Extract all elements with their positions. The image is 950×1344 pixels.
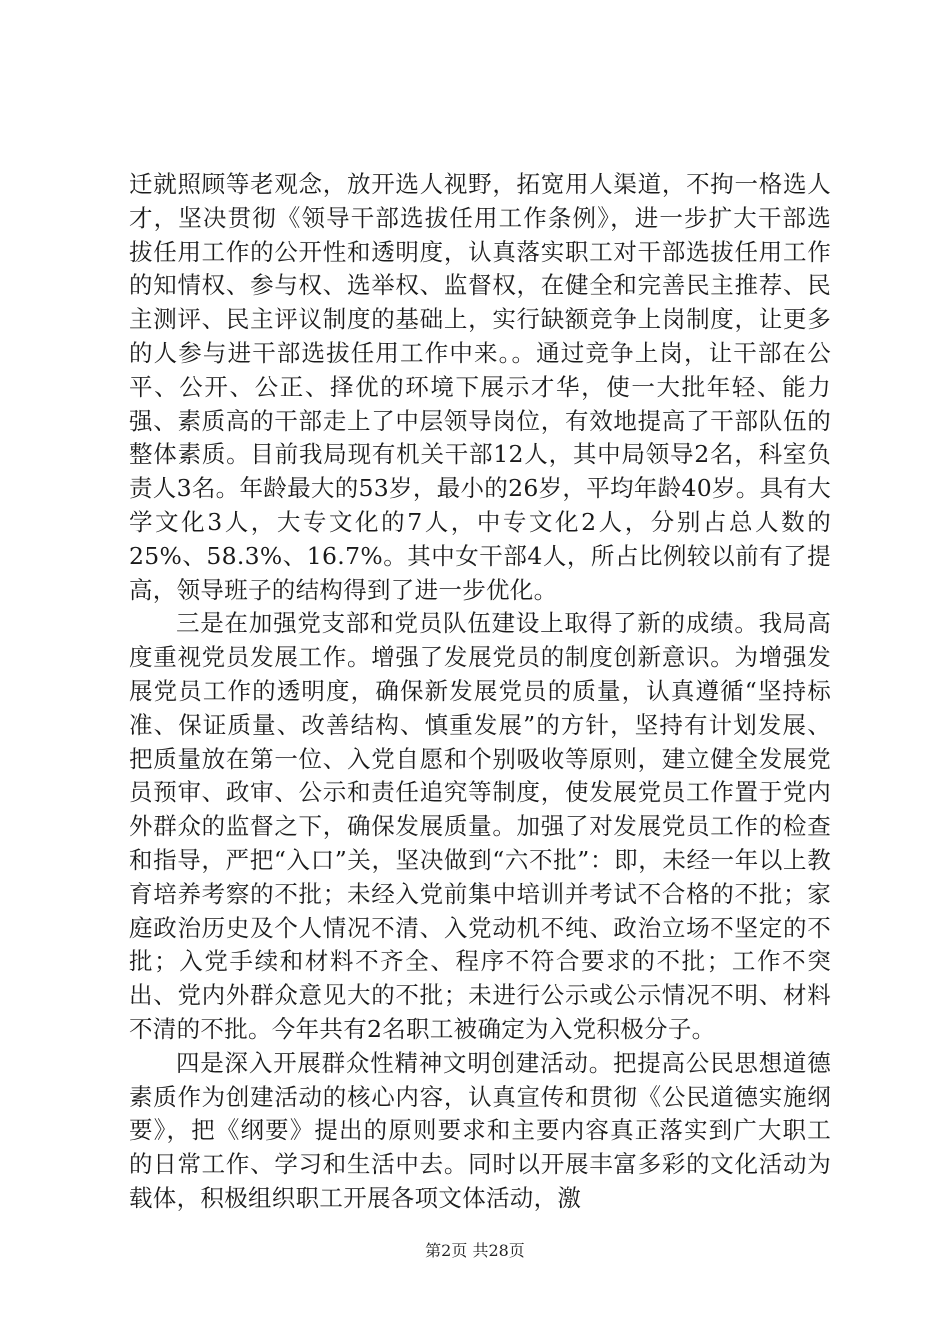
document-body bbox=[129, 168, 831, 1216]
paragraph-cadre-selection: 迁就照顾等老观念，放开选人视野，拓宽用人渠道，不拘一格选人才，坚决贯彻《领导干部选拔任用工作条例》，进一步扩大干部选拔任用工作的公开性和透明度，认真落实职工对干部选拔任用工作的知情权、参与权、选举权、监督权，在健全和完善民主推荐、民主测评、民主评议制度的基础上，实行缺额竞争上岗制度，让更多的人参与进干部选拔任用工作中来。。通过竞争上岗，让干部在公平、公开、公正、择优的环境下展示才华，使一大批年轻、能力强、素质高的干部走上了中层领导岗位，有效地提高了干部队伍的整体素质。目前我局现有机关干部12人，其中局领导2名，科室负责人3名。年龄最大的53岁，最小的26岁，平均年龄40岁。具有大学文化3人，大专文化的7人，中专文化2人，分别占总人数的25%、58.3%、16.7%。其中女干部4人，所占比例较以前有了提高，领导班子的结构得到了进一步优化。 bbox=[129, 170, 831, 604]
paragraph-civilization-activities: 四是深入开展群众性精神文明创建活动。把提高公民思想道德素质作为创建活动的核心内容，认真宣传和贯彻《公民道德实施纲要》，把《纲要》提出的原则要求和主要内容真正落实到广大职工的日常工作、学习和生活中去。同时以开展丰富多彩的文化活动为载体，积极组织职工开展各项文体活动，激 bbox=[129, 1048, 831, 1212]
page-number-footer: 第2页 共28页 bbox=[425, 1241, 525, 1260]
paragraph-party-building: 三是在加强党支部和党员队伍建设上取得了新的成绩。我局高度重视党员发展工作。增强了发展党员的制度创新意识。为增强发展党员工作的透明度，确保新发展党员的质量，认真遵循“坚持标准、保证质量、改善结构、慎重发展”的方针，坚持有计划发展、把质量放在第一位、入党自愿和个别吸收等原则，建立健全发展党员预审、政审、公示和责任追究等制度，使发展党员工作置于党内外群众的监督之下，确保发展质量。加强了对发展党员工作的检查和指导，严把“入口”关，坚决做到“六不批”：即，未经一年以上教育培养考察的不批；未经入党前集中培训并考试不合格的不批；家庭政治历史及个人情况不清、入党动机不纯、政治立场不坚定的不批；入党手续和材料不齐全、程序不符合要求的不批；工作不突出、党内外群众意见大的不批；未进行公示或公示情况不明、材料不清的不批。今年共有2名职工被确定为入党积极分子。 bbox=[129, 609, 831, 1043]
